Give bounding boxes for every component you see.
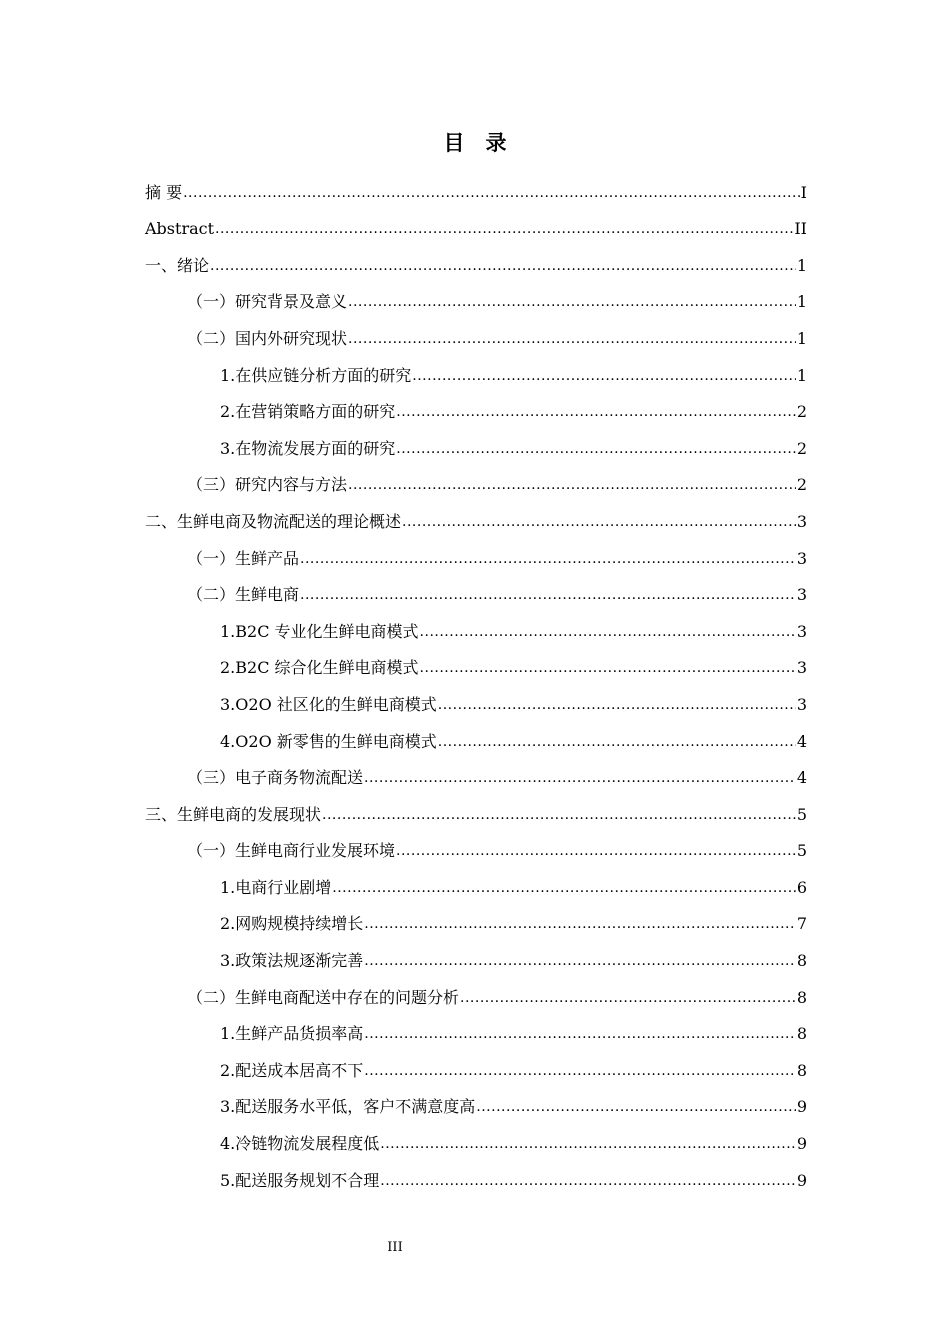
toc-entry[interactable] bbox=[145, 978, 807, 1015]
toc-dot-leader bbox=[420, 658, 796, 678]
table-of-contents bbox=[145, 173, 807, 1198]
toc-entry-page: 5 bbox=[796, 841, 807, 861]
toc-entry-label: 2.B2C 综合化生鲜电商模式 bbox=[220, 658, 419, 678]
toc-dot-leader bbox=[348, 292, 796, 312]
toc-entry[interactable] bbox=[145, 210, 807, 247]
toc-entry-label: 三、生鲜电商的发展现状 bbox=[145, 804, 322, 824]
toc-entry[interactable] bbox=[145, 283, 807, 320]
toc-dot-leader bbox=[300, 585, 796, 605]
toc-dot-leader bbox=[215, 219, 793, 239]
toc-entry[interactable] bbox=[145, 649, 807, 686]
toc-entry-label: 3.配送服务水平低，客户不满意度高 bbox=[220, 1097, 476, 1117]
toc-entry-label: 摘 要 bbox=[145, 182, 183, 202]
toc-entry-page: 8 bbox=[796, 951, 807, 971]
toc-entry-page: 9 bbox=[796, 1170, 807, 1190]
toc-entry[interactable] bbox=[145, 795, 807, 832]
toc-entry[interactable] bbox=[145, 173, 807, 210]
toc-entry[interactable] bbox=[145, 1051, 807, 1088]
toc-entry[interactable] bbox=[145, 246, 807, 283]
toc-entry-page: 6 bbox=[796, 877, 807, 897]
toc-entry-label: 4.冷链物流发展程度低 bbox=[220, 1134, 380, 1154]
toc-dot-leader bbox=[300, 549, 796, 569]
toc-entry[interactable] bbox=[145, 941, 807, 978]
toc-entry-page: 3 bbox=[796, 658, 807, 678]
toc-entry-page: 1 bbox=[796, 292, 807, 312]
toc-entry[interactable] bbox=[145, 393, 807, 430]
toc-entry[interactable] bbox=[145, 429, 807, 466]
toc-dot-leader bbox=[348, 475, 796, 495]
toc-entry-label: （二）国内外研究现状 bbox=[187, 328, 348, 348]
toc-dot-leader bbox=[380, 1134, 796, 1154]
toc-entry-page: 1 bbox=[796, 365, 807, 385]
toc-entry-label: 2.配送成本居高不下 bbox=[220, 1060, 364, 1080]
toc-entry[interactable] bbox=[145, 1088, 807, 1125]
toc-entry-label: 3.政策法规逐渐完善 bbox=[220, 951, 364, 971]
page-footer-number: III bbox=[387, 1240, 403, 1255]
toc-entry-page: 4 bbox=[796, 731, 807, 751]
toc-dot-leader bbox=[348, 329, 796, 349]
toc-dot-leader bbox=[402, 512, 796, 532]
toc-dot-leader bbox=[364, 951, 796, 971]
toc-entry-label: Abstract bbox=[145, 219, 215, 239]
toc-entry[interactable] bbox=[145, 905, 807, 942]
toc-entry[interactable] bbox=[145, 612, 807, 649]
toc-entry-page: 8 bbox=[796, 987, 807, 1007]
toc-entry-page: 3 bbox=[796, 511, 807, 531]
toc-entry-label: （三）电子商务物流配送 bbox=[187, 768, 364, 788]
toc-entry-label: （二）生鲜电商配送中存在的问题分析 bbox=[187, 987, 460, 1007]
toc-dot-leader bbox=[210, 256, 796, 276]
toc-entry-page: II bbox=[794, 219, 807, 239]
toc-entry-page: 1 bbox=[796, 328, 807, 348]
toc-entry-page: 1 bbox=[796, 255, 807, 275]
toc-dot-leader bbox=[183, 183, 800, 203]
toc-entry-label: 一、绪论 bbox=[145, 255, 210, 275]
toc-dot-leader bbox=[460, 988, 796, 1008]
toc-entry-page: 2 bbox=[796, 438, 807, 458]
toc-title: 目 录 bbox=[443, 130, 507, 155]
toc-entry-label: （一）生鲜电商行业发展环境 bbox=[187, 841, 396, 861]
toc-entry-label: 3.O2O 社区化的生鲜电商模式 bbox=[220, 694, 437, 714]
toc-dot-leader bbox=[412, 366, 796, 386]
toc-entry[interactable] bbox=[145, 466, 807, 503]
toc-entry[interactable] bbox=[145, 722, 807, 759]
toc-entry-page: 2 bbox=[796, 475, 807, 495]
toc-dot-leader bbox=[396, 402, 796, 422]
toc-entry-label: 3.在物流发展方面的研究 bbox=[220, 438, 396, 458]
toc-dot-leader bbox=[332, 878, 796, 898]
toc-entry-label: 1.生鲜产品货损率高 bbox=[220, 1024, 364, 1044]
toc-dot-leader bbox=[380, 1171, 796, 1191]
toc-dot-leader bbox=[476, 1097, 796, 1117]
toc-dot-leader bbox=[322, 805, 796, 825]
toc-entry-label: （一）研究背景及意义 bbox=[187, 292, 348, 312]
toc-entry-label: （一）生鲜产品 bbox=[187, 548, 300, 568]
toc-entry[interactable] bbox=[145, 539, 807, 576]
toc-entry[interactable] bbox=[145, 832, 807, 869]
toc-entry-label: 二、生鲜电商及物流配送的理论概述 bbox=[145, 511, 402, 531]
toc-entry-label: （三）研究内容与方法 bbox=[187, 475, 348, 495]
toc-dot-leader bbox=[364, 1061, 796, 1081]
toc-entry-label: 1.电商行业剧增 bbox=[220, 877, 332, 897]
toc-entry-page: 8 bbox=[796, 1024, 807, 1044]
toc-dot-leader bbox=[364, 914, 796, 934]
toc-entry[interactable] bbox=[145, 1124, 807, 1161]
toc-entry-label: 2.在营销策略方面的研究 bbox=[220, 402, 396, 422]
toc-entry-page: 3 bbox=[796, 621, 807, 641]
toc-entry[interactable] bbox=[145, 868, 807, 905]
toc-entry-label: 1.B2C 专业化生鲜电商模式 bbox=[220, 621, 419, 641]
toc-entry[interactable] bbox=[145, 319, 807, 356]
toc-entry-label: （二）生鲜电商 bbox=[187, 585, 300, 605]
toc-entry[interactable] bbox=[145, 1015, 807, 1052]
toc-entry[interactable] bbox=[145, 502, 807, 539]
toc-entry[interactable] bbox=[145, 356, 807, 393]
toc-entry[interactable] bbox=[145, 1161, 807, 1198]
toc-entry-page: 4 bbox=[796, 768, 807, 788]
toc-entry-label: 1.在供应链分析方面的研究 bbox=[220, 365, 412, 385]
toc-entry-page: 9 bbox=[796, 1134, 807, 1154]
toc-dot-leader bbox=[438, 732, 796, 752]
toc-entry-page: 7 bbox=[796, 914, 807, 934]
toc-entry[interactable] bbox=[145, 576, 807, 613]
toc-entry[interactable] bbox=[145, 685, 807, 722]
toc-entry-page: 3 bbox=[796, 548, 807, 568]
toc-dot-leader bbox=[396, 439, 796, 459]
toc-entry-page: 9 bbox=[796, 1097, 807, 1117]
toc-dot-leader bbox=[364, 1024, 796, 1044]
toc-entry-label: 4.O2O 新零售的生鲜电商模式 bbox=[220, 731, 437, 751]
toc-entry[interactable] bbox=[145, 759, 807, 796]
toc-entry-page: 8 bbox=[796, 1060, 807, 1080]
toc-dot-leader bbox=[438, 695, 796, 715]
toc-entry-label: 2.网购规模持续增长 bbox=[220, 914, 364, 934]
toc-dot-leader bbox=[396, 841, 796, 861]
toc-entry-label: 5.配送服务规划不合理 bbox=[220, 1170, 380, 1190]
toc-dot-leader bbox=[364, 768, 796, 788]
toc-entry-page: I bbox=[800, 182, 807, 202]
toc-entry-page: 3 bbox=[796, 694, 807, 714]
toc-entry-page: 5 bbox=[796, 804, 807, 824]
toc-entry-page: 3 bbox=[796, 585, 807, 605]
toc-entry-page: 2 bbox=[796, 402, 807, 422]
toc-dot-leader bbox=[420, 622, 796, 642]
